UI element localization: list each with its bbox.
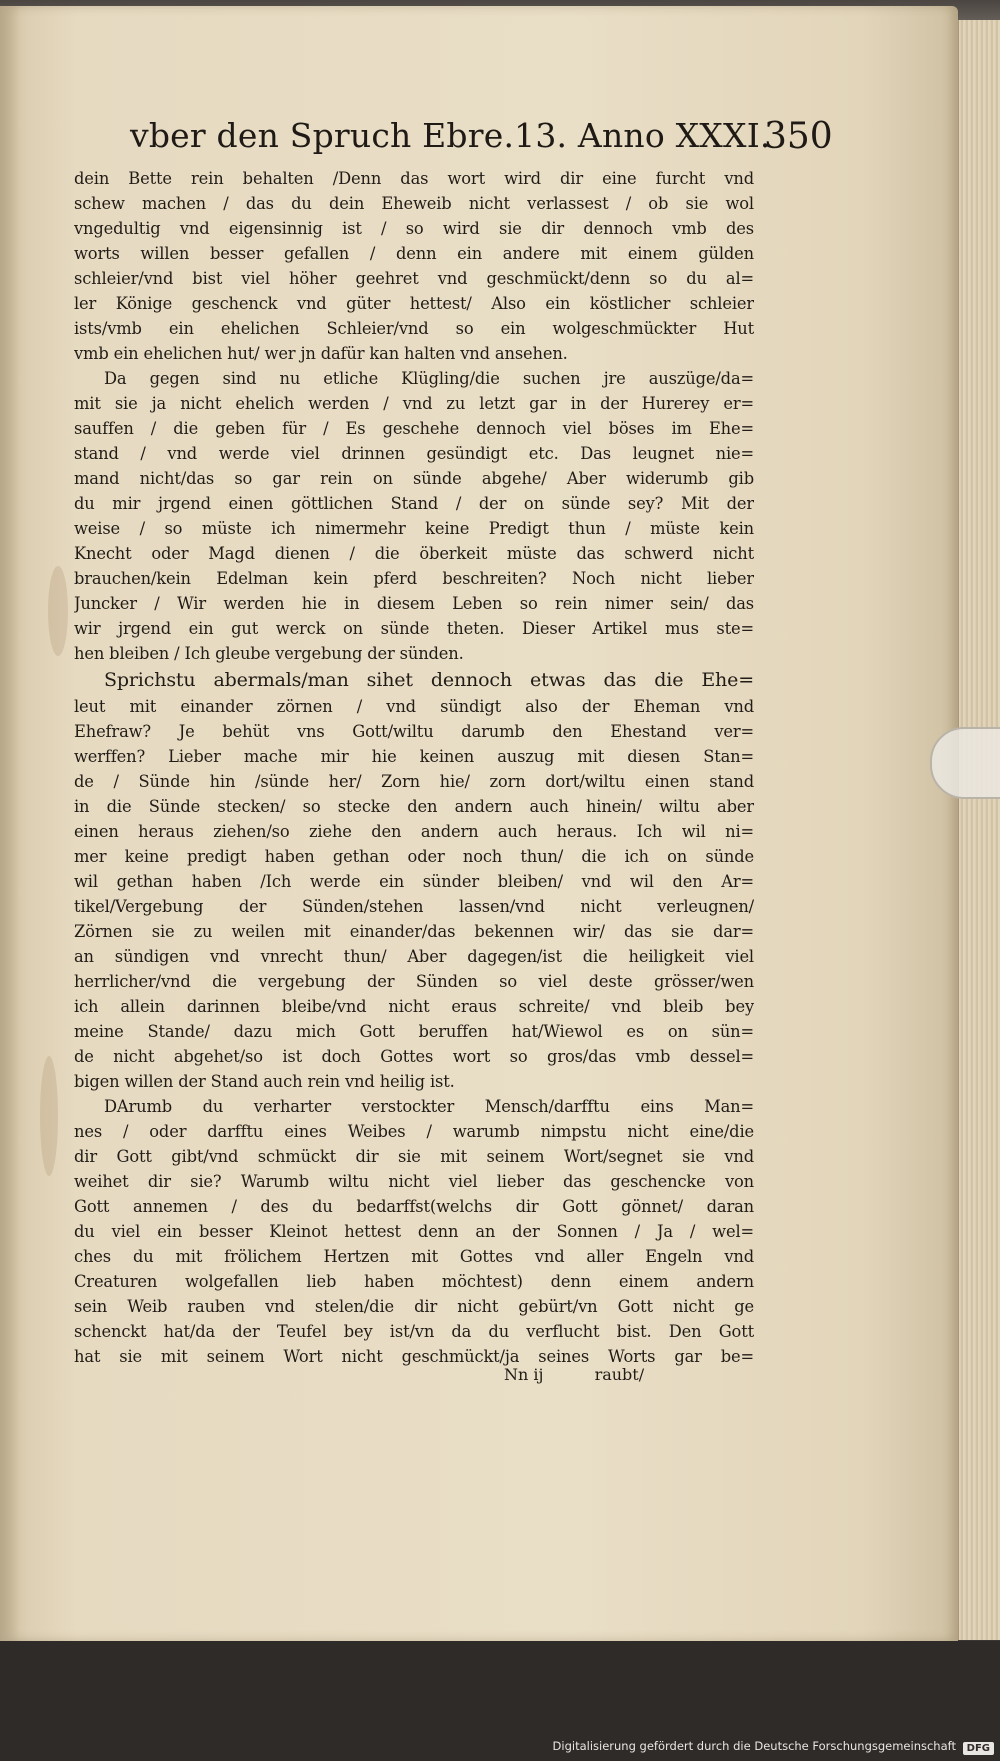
running-title: vber den Spruch Ebre.13. Anno XXXI. [130, 116, 771, 155]
text-line: hen bleiben / Ich gleube vergebung der sünden. [74, 644, 464, 663]
digitization-credit: Digitalisierung gefördert durch die Deutsche Forschungsgemeinschaft [552, 1739, 956, 1753]
folio-number: 350 [764, 116, 833, 157]
text-line: sauffen / die geben für / Es geschehe dennoch viel böses im Ehe= [74, 419, 754, 438]
catchword: raubt/ [594, 1365, 645, 1384]
text-line: ists/vmb ein ehelichen Schleier/vnd so ein wolgeschmückter Hut [74, 319, 754, 338]
text-line: du viel ein besser Kleinot hettest denn an der Sonnen / Ja / wel= [74, 1222, 754, 1241]
text-line: hat sie mit seinem Wort nicht geschmückt/ja seines Worts gar be= [74, 1347, 754, 1366]
text-line: Gott annemen / des du bedarffst(welchs dir Gott gönnet/ daran [74, 1197, 754, 1216]
text-line: einen heraus ziehen/so ziehe den andern auch heraus. Ich wil ni= [74, 822, 754, 841]
text-line: in die Sünde stecken/ so stecke den andern auch hinein/ wiltu aber [74, 797, 754, 816]
text-line: Knecht oder Magd dienen / die öberkeit müste das schwerd nicht [74, 544, 754, 563]
catchword-line [504, 1365, 644, 1384]
text-line: herrlicher/vnd die vergebung der Sünden so viel deste grösser/wen [74, 972, 754, 991]
text-line: mit sie ja nicht ehelich werden / vnd zu letzt gar in der Hurerey er= [74, 394, 754, 413]
text-line: DArumb du verharter verstockter Mensch/darfftu eins Man= [104, 1097, 754, 1116]
text-line: vngedultig vnd eigensinnig ist / so wird sie dir dennoch vmb des [74, 219, 754, 238]
text-line: Da gegen sind nu etliche Klügling/die suchen jre auszüge/da= [104, 369, 754, 388]
text-line: ich allein darinnen bleibe/vnd nicht eraus schreite/ vnd bleib bey [74, 997, 754, 1016]
text-line: mand nicht/das so gar rein on sünde abgehe/ Aber widerumb gib [74, 469, 754, 488]
text-line: weise / so müste ich nimermehr keine Predigt thun / müste kein [74, 519, 754, 538]
text-line: vmb ein ehelichen hut/ wer jn dafür kan halten vnd ansehen. [74, 344, 568, 363]
text-line: de nicht abgehet/so ist doch Gottes wort so gros/das vmb dessel= [74, 1047, 754, 1066]
text-line: Creaturen wolgefallen lieb haben möchtest) denn einem andern [74, 1272, 754, 1291]
text-line: worts willen besser gefallen / denn ein andere mit einem gülden [74, 244, 754, 263]
text-line: weihet dir sie? Warumb wiltu nicht viel lieber das geschencke von [74, 1172, 754, 1191]
text-line: leut mit einander zörnen / vnd sündigt also der Eheman vnd [74, 697, 754, 716]
text-line: mer keine predigt haben gethan oder noch thun/ die ich on sünde [74, 847, 754, 866]
text-line: schenckt hat/da der Teufel bey ist/vn da du verflucht bist. Den Gott [74, 1322, 754, 1341]
text-line: stand / vnd werde viel drinnen gesündigt etc. Das leugnet nie= [74, 444, 754, 463]
text-line: schleier/vnd bist viel höher geehret vnd geschmückt/denn so du al= [74, 269, 754, 288]
page-stain [48, 566, 68, 656]
text-line: an sündigen vnd vnrecht thun/ Aber dagegen/ist die heiligkeit viel [74, 947, 754, 966]
text-line: de / Sünde hin /sünde her/ Zorn hie/ zorn dort/wiltu einen stand [74, 772, 754, 791]
text-line: tikel/Vergebung der Sünden/stehen lassen/vnd nicht verleugnen/ [74, 897, 754, 916]
text-line: Ehefraw? Je behüt vns Gott/wiltu darumb den Ehestand ver= [74, 722, 754, 741]
page-stain-lower [40, 1056, 58, 1176]
gutter-shadow [0, 6, 20, 1641]
dfg-logo: DFG [963, 1742, 994, 1755]
text-block [74, 166, 754, 1369]
text-line: du mir jrgend einen göttlichen Stand / der on sünde sey? Mit der [74, 494, 754, 513]
text-line: Zörnen sie zu weilen mit einander/das bekennen wir/ das sie dar= [74, 922, 754, 941]
signature-mark: Nn ij [504, 1365, 544, 1384]
page-tab-marker [930, 727, 1000, 799]
text-line: dein Bette rein behalten /Denn das wort wird dir eine furcht vnd [74, 169, 754, 188]
text-line: nes / oder darfftu eines Weibes / warumb nimpstu nicht eine/die [74, 1122, 754, 1141]
scanner-bottom-band [0, 1641, 1000, 1761]
page-edges [958, 20, 1000, 1640]
text-line: ler Könige geschenck vnd güter hettest/ Also ein köstlicher schleier [74, 294, 754, 313]
text-line: meine Stande/ dazu mich Gott beruffen hat/Wiewol es on sün= [74, 1022, 754, 1041]
text-line: schew machen / das du dein Eheweib nicht verlassest / ob sie wol [74, 194, 754, 213]
text-line: wil gethan haben /Ich werde ein sünder bleiben/ vnd wil den Ar= [74, 872, 754, 891]
text-line: dir Gott gibt/vnd schmückt dir sie mit seinem Wort/segnet sie vnd [74, 1147, 754, 1166]
text-line: Sprichstu abermals/man sihet dennoch etwas das die Ehe= [104, 669, 754, 691]
text-line: bigen willen der Stand auch rein vnd heilig ist. [74, 1072, 455, 1091]
text-line: sein Weib rauben vnd stelen/die dir nicht gebürt/vn Gott nicht ge [74, 1297, 754, 1316]
text-line: Juncker / Wir werden hie in diesem Leben so rein nimer sein/ das [74, 594, 754, 613]
text-line: ches du mit frölichem Hertzen mit Gottes vnd aller Engeln vnd [74, 1247, 754, 1266]
text-line: brauchen/kein Edelman kein pferd beschreiten? Noch nicht lieber [74, 569, 754, 588]
text-line: wir jrgend ein gut werck on sünde theten. Dieser Artikel mus ste= [74, 619, 754, 638]
text-line: werffen? Lieber mache mir hie keinen auszug mit diesen Stan= [74, 747, 754, 766]
